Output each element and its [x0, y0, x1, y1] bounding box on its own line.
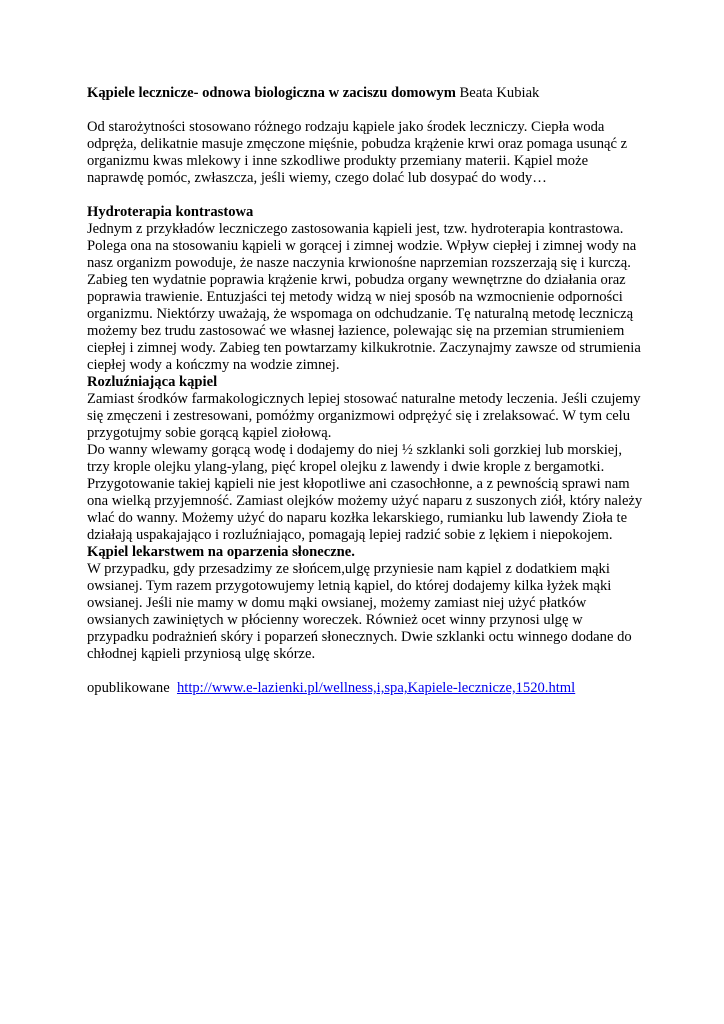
section-heading: Rozluźniająca kąpiel — [87, 374, 218, 390]
section-heading: Kąpiel lekarstwem na oparzenia słoneczne. — [87, 544, 355, 560]
section-paragraph: Do wanny wlewamy gorącą wodę i dodajemy do niej ½ szklanki soli gorzkiej lub morskiej, trzy krople olejku ylang-ylang, pięć kropel olejku z lawendy i dwie krople z bergamotki. Przygotowanie takiej kąpieli nie jest kłopotliwe ani czasochłonne, a z pewnością sprawi nam ona wielką przyjemność. Zamiast olejków możemy użyć naparu z suszonych ziół, który należy wlać do wanny. Możemy użyć do naparu kozłka lekarskiego, rumianku lub lawendy Zioła te działają uspakajająco i rozluźniająco, pomagają lepiej radzić sobie z lękiem i niepokojem. — [87, 442, 643, 543]
intro-paragraph: Od starożytności stosowano różnego rodzaju kąpiele jako środek leczniczy. Ciepła woda odpręża, delikatnie masuje zmęczone mięśnie, pobudza krążenie krwi oraz pomaga usunąć z organizmu kwas mlekowy i inne szkodliwe produkty przemiany materii. Kąpiel może naprawdę pomóc, zwłaszcza, jeśli wiemy, czego dolać lub dosypać do wody… — [87, 119, 628, 186]
publication-footer — [87, 680, 647, 697]
document-author: Beata Kubiak — [459, 85, 540, 101]
section-rozluzniajaca — [87, 374, 647, 544]
section-paragraph: W przypadku, gdy przesadzimy ze słońcem,ulgę przyniesie nam kąpiel z dodatkiem mąki owsianej. Tym razem przygotowujemy letnią kąpiel, do której dodajemy kilka łyżek mąki owsianej. Jeśli nie mamy w domu mąki owsianej, możemy zamiast niej użyć płatków owsianych zawiniętych w płócienny woreczek. Również ocet winny przynosi ulgę w przypadku podrażnień skóry i poparzeń słonecznych. Dwie szklanki octu winnego dodane do chłodnej kąpieli przyniosą ulgę skórze. — [87, 561, 632, 662]
section-paragraph: Zamiast środków farmakologicznych lepiej stosować naturalne metody leczenia. Jeśli czujemy się zmęczeni i zestresowani, pomóżmy organizmowi odprężyć się i zrelaksować. W tym celu przygotujmy sobie gorącą kąpiel ziołową. — [87, 391, 641, 441]
section-paragraph: Jednym z przykładów leczniczego zastosowania kąpieli jest, tzw. hydroterapia kontrastowa. Polega ona na stosowaniu kąpieli w gorącej i zimnej wodzie. Wpływ ciepłej i zimnej wody na nasz organizm powoduje, że nasze naczynia krwionośne naprzemian rozszerzają się i kurczą. Zabieg ten wydatnie poprawia krążenie krwi, pobudza organy wewnętrzne do działania oraz poprawia trawienie. Entuzjaści tej metody widzą w niej sposób na wzmocnienie odporności organizmu. Niektórzy uważają, że wspomaga on odchudzanie. Tę naturalną metodę leczniczą możemy bez trudu zastosować we własnej łazience, polewając się na przemian strumieniem ciepłej i zimnej wody. Zabieg ten powtarzamy kilkukrotnie. Zaczynajmy zawsze od strumienia ciepłej wody a kończmy na wodzie zimnej. — [87, 221, 641, 373]
document-title: Kąpiele lecznicze- odnowa biologiczna w zaciszu domowym — [87, 85, 456, 101]
published-label: opublikowane — [87, 680, 170, 696]
source-link[interactable]: http://www.e-lazienki.pl/wellness,i,spa,Kapiele-lecznicze,1520.html — [176, 680, 576, 696]
document-header — [87, 85, 647, 102]
section-oparzenia — [87, 544, 647, 663]
document-page — [87, 85, 647, 697]
section-hydroterapia — [87, 204, 647, 374]
section-heading: Hydroterapia kontrastowa — [87, 204, 254, 220]
